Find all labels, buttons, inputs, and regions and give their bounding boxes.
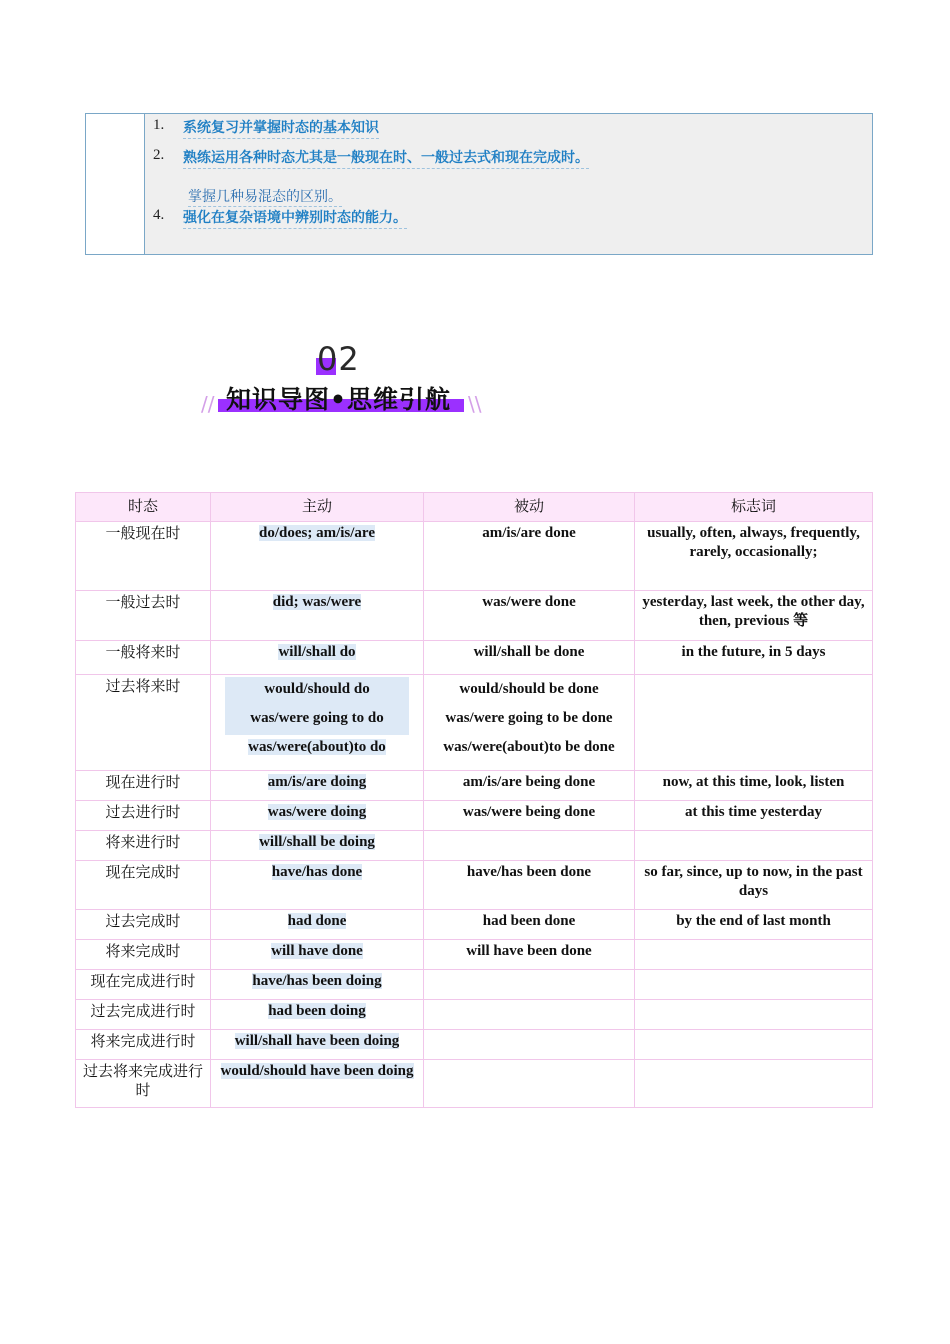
table-row <box>76 771 873 801</box>
table-row <box>76 522 873 591</box>
passive-form <box>424 831 635 861</box>
tense-name: 过去完成进行时 <box>76 1000 211 1030</box>
table-row <box>76 801 873 831</box>
active-form-line: would/should do <box>225 677 409 706</box>
active-form: will/shall have been doing <box>211 1030 424 1060</box>
objective-text: 熟练运用各种时态尤其是一般现在时、一般过去式和现在完成时。 <box>183 147 589 169</box>
passive-form-line: was/were(about)to be done <box>443 739 615 755</box>
table-row <box>76 641 873 675</box>
time-markers: now, at this time, look, listen <box>635 771 873 801</box>
table-row <box>76 910 873 940</box>
active-form: did; was/were <box>211 591 424 641</box>
tense-table <box>75 492 873 1108</box>
tense-name: 过去完成时 <box>76 910 211 940</box>
objective-item <box>153 147 589 169</box>
passive-form: was/were done <box>424 591 635 641</box>
active-form: had done <box>211 910 424 940</box>
tense-name: 过去进行时 <box>76 801 211 831</box>
active-form: had been doing <box>211 1000 424 1030</box>
table-row <box>76 861 873 910</box>
passive-form <box>424 970 635 1000</box>
table-row <box>76 1000 873 1030</box>
tense-name: 现在完成进行时 <box>76 970 211 1000</box>
active-form-line: was/were(about)to do <box>248 739 386 755</box>
passive-form: had been done <box>424 910 635 940</box>
table-row <box>76 675 873 771</box>
time-markers <box>635 940 873 970</box>
time-markers: in the future, in 5 days <box>635 641 873 675</box>
objective-number: 1. <box>153 117 165 133</box>
header-passive: 被动 <box>424 493 635 522</box>
table-row <box>76 970 873 1000</box>
passive-form: am/is/are being done <box>424 771 635 801</box>
time-markers <box>635 831 873 861</box>
active-form: will/shall be doing <box>211 831 424 861</box>
active-form: have/has been doing <box>211 970 424 1000</box>
section-number: 02 <box>317 340 360 378</box>
time-markers: yesterday, last week, the other day, then, previous 等 <box>635 591 873 641</box>
passive-form: am/is/are done <box>424 522 635 591</box>
active-form: will/shall do <box>211 641 424 675</box>
tense-name: 一般将来时 <box>76 641 211 675</box>
tense-name: 现在完成时 <box>76 861 211 910</box>
right-decoration: \\ <box>468 392 482 416</box>
time-markers <box>635 1030 873 1060</box>
time-markers <box>635 1000 873 1030</box>
active-form-line: was/were going to do <box>225 706 409 735</box>
passive-form: have/has been done <box>424 861 635 910</box>
tense-name: 过去将来完成进行时 <box>76 1060 211 1108</box>
table-row <box>76 591 873 641</box>
tense-name: 将来完成时 <box>76 940 211 970</box>
active-form <box>211 675 424 771</box>
passive-form: will have been done <box>424 940 635 970</box>
table-row <box>76 940 873 970</box>
active-form: will have done <box>211 940 424 970</box>
header-markers: 标志词 <box>635 493 873 522</box>
time-markers: by the end of last month <box>635 910 873 940</box>
objective-text: 强化在复杂语境中辨别时态的能力。 <box>183 207 407 229</box>
objective-text: 系统复习并掌握时态的基本知识 <box>183 117 379 139</box>
table-row <box>76 1030 873 1060</box>
objective-subtext: 掌握几种易混态的区别。 <box>188 186 342 207</box>
table-row <box>76 1060 873 1108</box>
time-markers: at this time yesterday <box>635 801 873 831</box>
table-header-row <box>76 493 873 522</box>
header-tense: 时态 <box>76 493 211 522</box>
table-row <box>76 831 873 861</box>
passive-form: was/were being done <box>424 801 635 831</box>
section-title: 知识导图•思维引航 <box>226 385 451 414</box>
passive-form <box>424 1030 635 1060</box>
objective-item <box>153 207 407 229</box>
tense-name: 过去将来时 <box>76 675 211 771</box>
header-active: 主动 <box>211 493 424 522</box>
objectives-label-cell <box>86 114 145 254</box>
passive-form <box>424 1000 635 1030</box>
objectives-box <box>85 113 873 255</box>
tense-name: 现在进行时 <box>76 771 211 801</box>
objectives-list <box>145 114 872 254</box>
tense-name: 一般过去时 <box>76 591 211 641</box>
passive-form <box>424 675 635 771</box>
passive-form: will/shall be done <box>424 641 635 675</box>
tense-name: 将来完成进行时 <box>76 1030 211 1060</box>
passive-form <box>424 1060 635 1108</box>
active-form: would/should have been doing <box>211 1060 424 1108</box>
active-form: do/does; am/is/are <box>211 522 424 591</box>
time-markers: so far, since, up to now, in the past days <box>635 861 873 910</box>
active-form: am/is/are doing <box>211 771 424 801</box>
tense-name: 一般现在时 <box>76 522 211 591</box>
passive-form-line: was/were going to be done <box>445 710 613 726</box>
time-markers: usually, often, always, frequently, rarely, occasionally; <box>635 522 873 591</box>
tense-name: 将来进行时 <box>76 831 211 861</box>
objective-number: 2. <box>153 147 165 163</box>
active-form: have/has done <box>211 861 424 910</box>
objective-item <box>153 117 379 139</box>
time-markers <box>635 675 873 771</box>
passive-form-line: would/should be done <box>459 681 599 697</box>
time-markers <box>635 1060 873 1108</box>
left-decoration: // <box>201 392 215 416</box>
objective-number: 4. <box>153 207 165 223</box>
active-form: was/were doing <box>211 801 424 831</box>
time-markers <box>635 970 873 1000</box>
